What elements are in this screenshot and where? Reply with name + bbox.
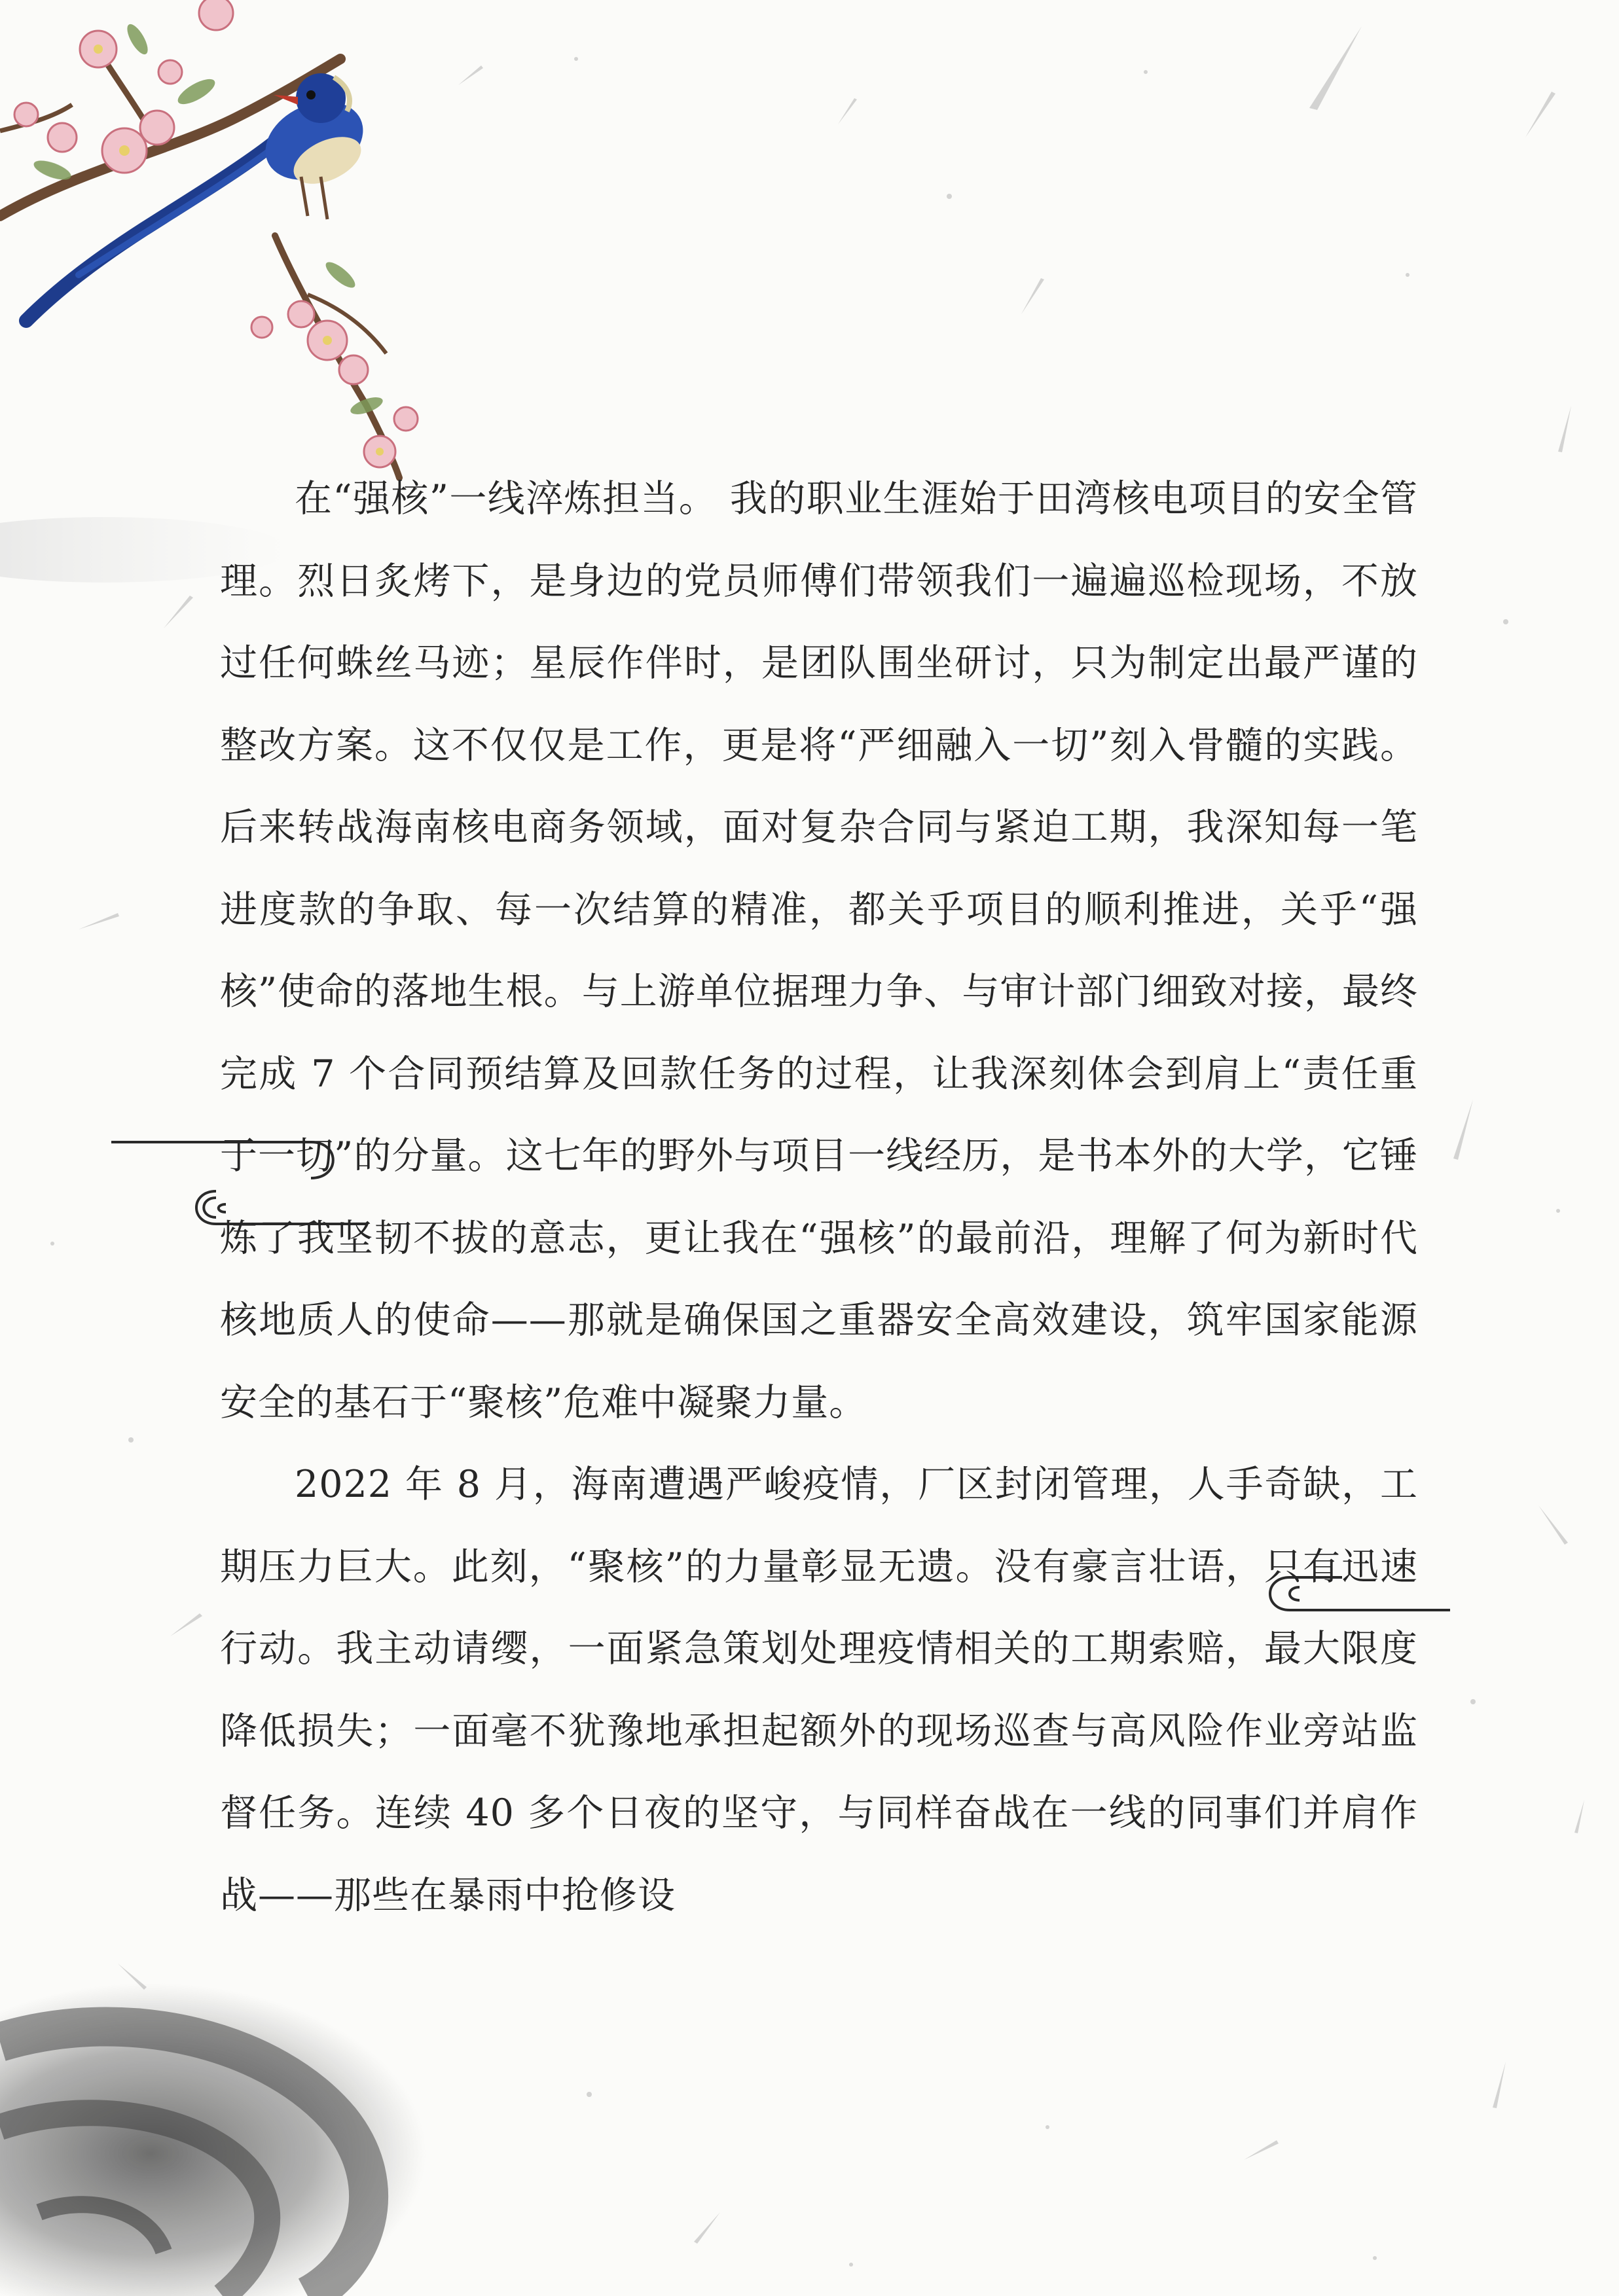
- ink-brush-swirl: [0, 1983, 426, 2296]
- blossom-bird-illustration: [0, 0, 418, 478]
- paragraph-2: 2022 年 8 月，海南遭遇严峻疫情，厂区封闭管理，人手奇缺，工期压力巨大。此刻，“聚核”的力量彰显无遗。没有豪言壮语，只有迅速行动。我主动请缨，一面紧急策划处理疫情相关的工期索赔，最大限度降低损失；一面毫不犹豫地承担起额外的现场巡查与高风险作业旁站监督任务。连续 40 多个日夜的坚守，与同样奋战在一线的同事们并肩作战——那些在暴雨中抢修设: [220, 1463, 1418, 1917]
- paragraph-1: 在“强核”一线淬炼担当。 我的职业生涯始于田湾核电项目的安全管理。烈日炙烤下，是身边的党员师傅们带领我们一遍遍巡检现场，不放过任何蛛丝马迹；星辰作伴时，是团队围坐研讨，只为制定出最严谨的整改方案。这不仅仅是工作，更是将“严细融入一切”刻入骨髓的实践。后来转战海南核电商务领域，面对复杂合同与紧迫工期，我深知每一笔进度款的争取、每一次结算的精准，都关乎项目的顺利推进，关乎“强核”使命的落地生根。与上游单位据理力争、与审计部门细致对接，最终完成 7 个合同预结算及回款任务的过程，让我深刻体会到肩上“责任重于一切”的分量。这七年的野外与项目一线经历，是书本外的大学，它锤炼了我坚韧不拔的意志，更让我在“强核”的最前沿，理解了何为新时代核地质人的使命——那就是确保国之重器安全高效建设，筑牢国家能源安全的基石于“聚核”危难中凝聚力量。: [220, 477, 1418, 1424]
- article-body: [220, 458, 1418, 1937]
